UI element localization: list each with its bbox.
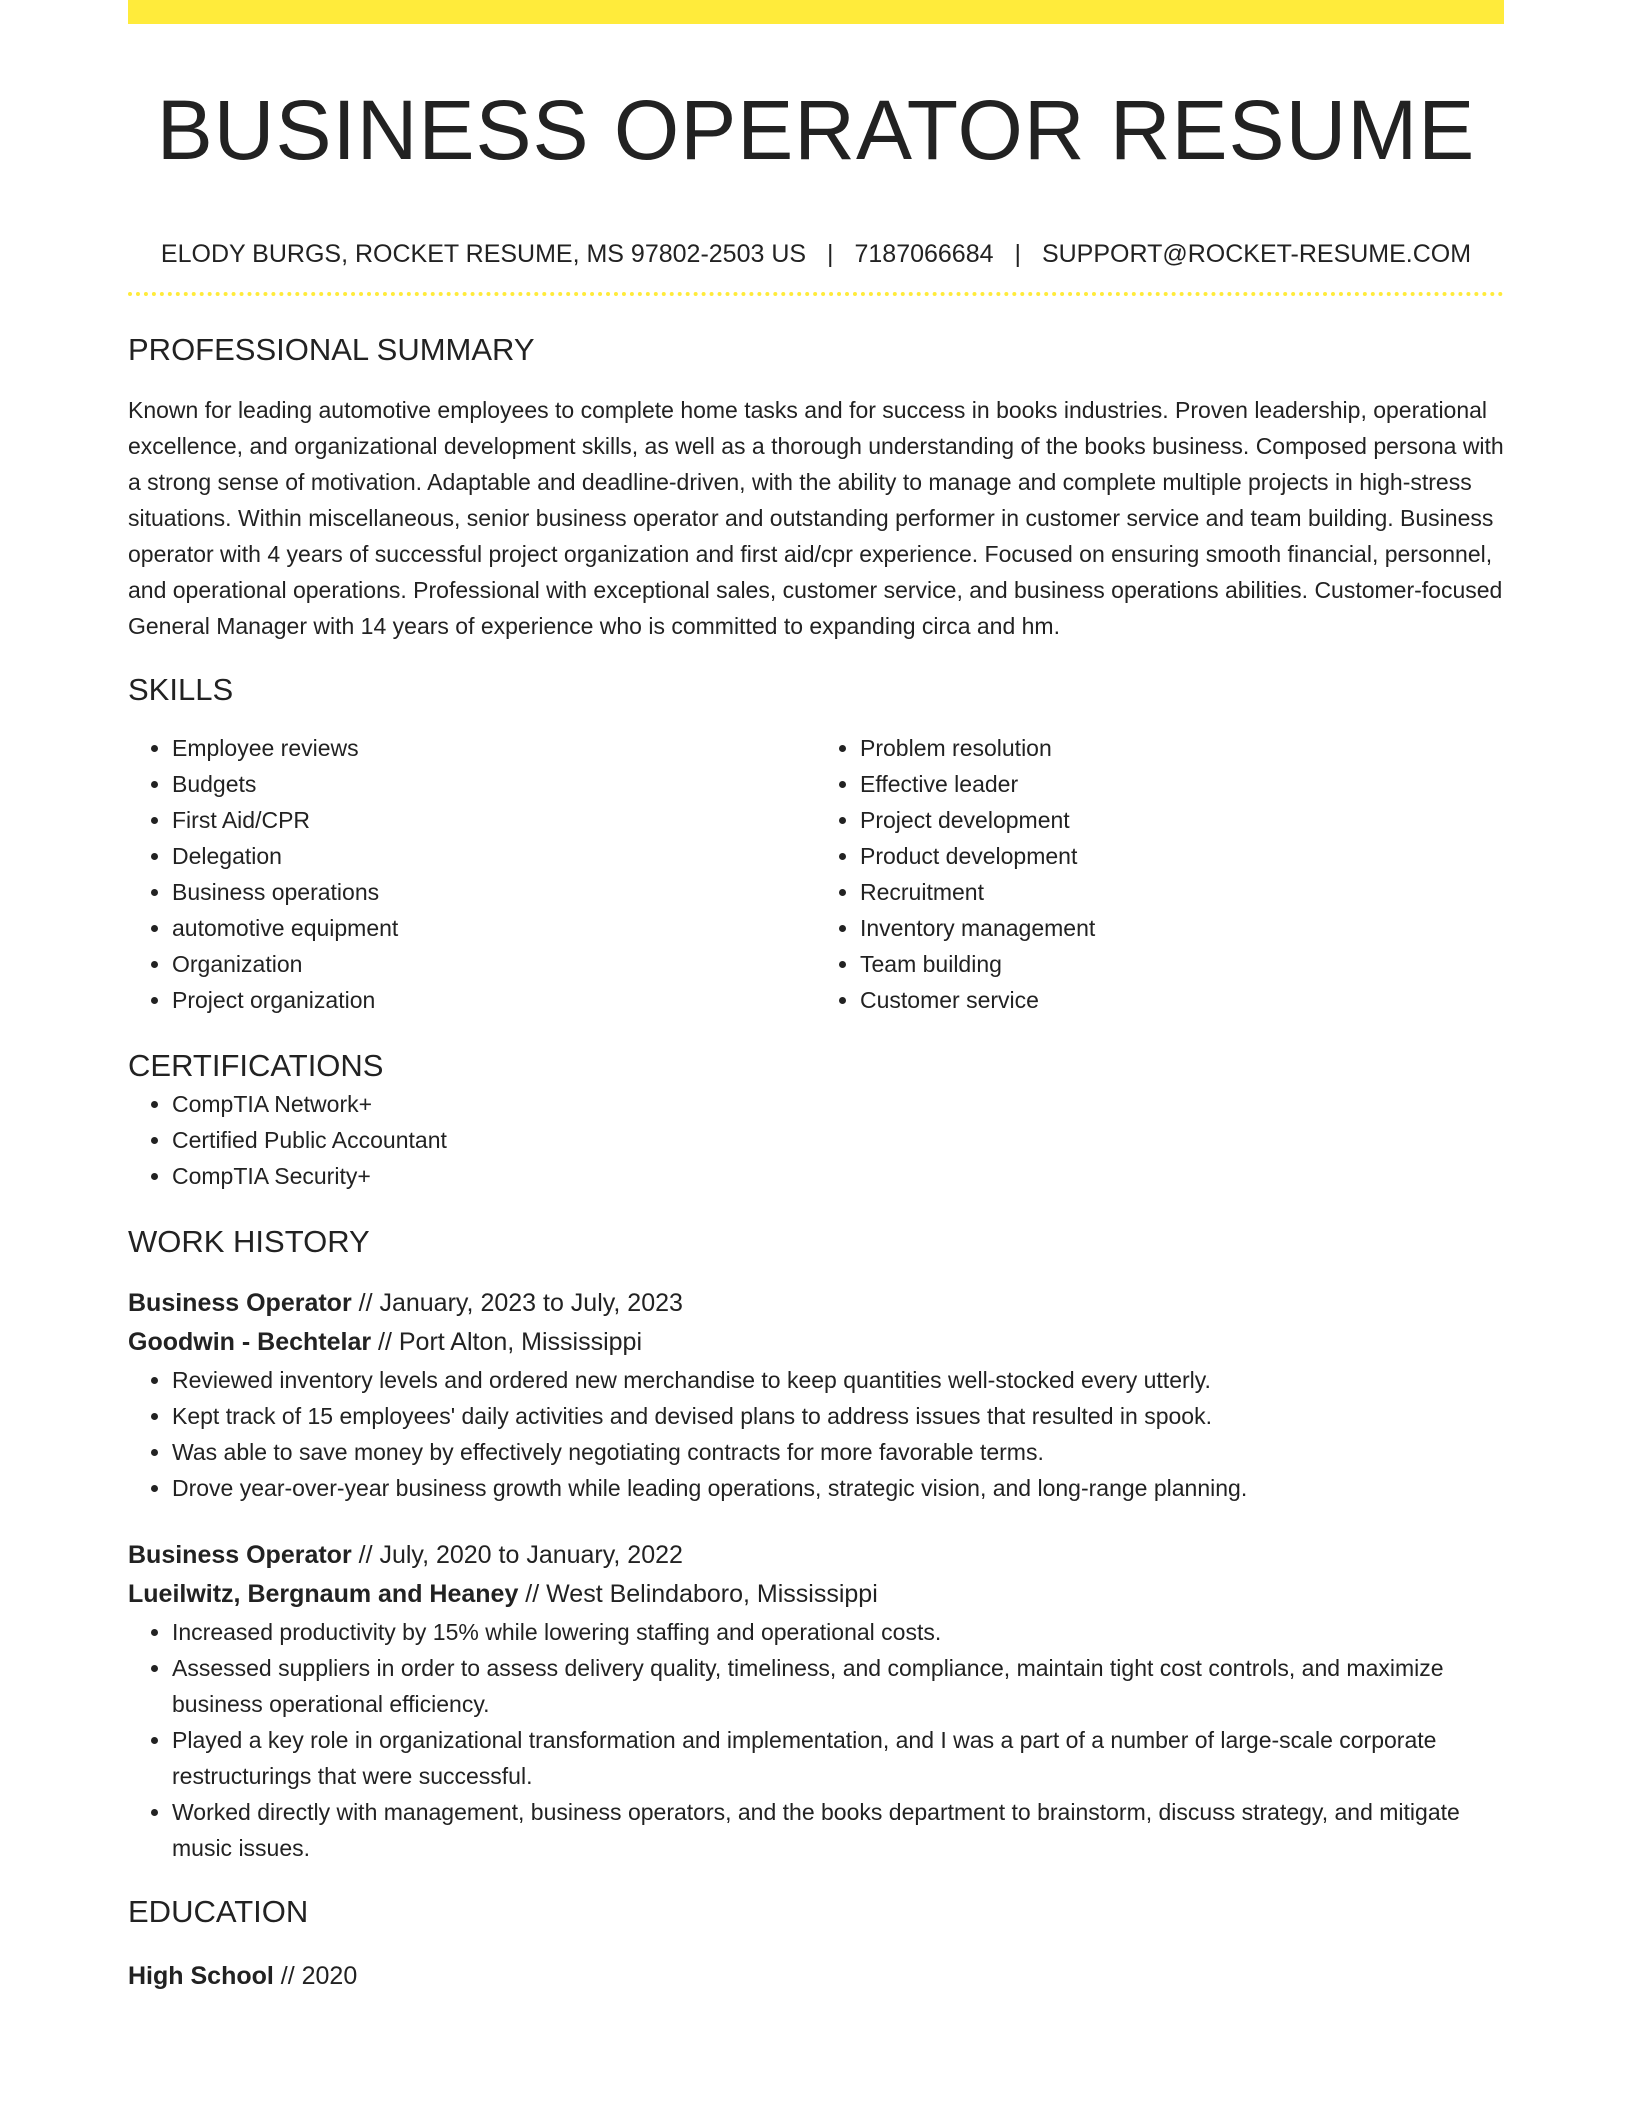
contact-email: SUPPORT@ROCKET-RESUME.COM — [1041, 240, 1472, 268]
skill-item: • Organization — [172, 946, 816, 982]
work-history-heading: WORK HISTORY — [128, 1224, 370, 1259]
skill-item: • Team building — [860, 946, 1504, 982]
job-bullets — [128, 1614, 1504, 1866]
job-bullet: • Kept track of 15 employees' daily activities and devised plans to address issues that resulted in spook. — [172, 1398, 1504, 1434]
job-entry — [128, 1536, 1504, 1866]
contact-separator: | — [1014, 240, 1021, 268]
header-divider — [128, 292, 1504, 296]
job-company: Lueilwitz, Bergnaum and Heaney — [128, 1580, 519, 1608]
job-title-line — [128, 1284, 1504, 1323]
job-company: Goodwin - Bechtelar — [128, 1328, 372, 1356]
skill-item: • Recruitment — [860, 874, 1504, 910]
skills-heading: SKILLS — [128, 672, 234, 707]
job-bullet: • Drove year-over-year business growth while leading operations, strategic vision, and long-range planning. — [172, 1470, 1504, 1506]
contact-address: ELODY BURGS, ROCKET RESUME, MS 97802-2503 US — [160, 240, 807, 268]
education-entry — [128, 1956, 1504, 1996]
skill-item: • Project organization — [172, 982, 816, 1018]
certifications-list — [128, 1086, 1504, 1194]
skills-section — [128, 670, 1504, 1018]
certification-item: • Certified Public Accountant — [172, 1122, 1504, 1158]
job-dates: // January, 2023 to July, 2023 — [351, 1289, 683, 1317]
skills-list-left — [128, 730, 816, 1018]
job-location: // West Belindaboro, Mississippi — [518, 1580, 878, 1608]
skills-columns — [128, 730, 1504, 1018]
skill-item: • Business operations — [172, 874, 816, 910]
summary-section — [128, 330, 1504, 644]
certifications-section — [128, 1046, 1504, 1194]
job-entry — [128, 1284, 1504, 1506]
resume-content — [128, 0, 1504, 1996]
job-title: Business Operator — [128, 1289, 352, 1317]
job-company-line — [128, 1575, 1504, 1614]
education-heading: EDUCATION — [128, 1894, 309, 1929]
education-school: High School — [128, 1962, 274, 1990]
resume-title: BUSINESS OPERATOR RESUME — [156, 83, 1476, 177]
education-section — [128, 1892, 1504, 1996]
job-bullets — [128, 1362, 1504, 1506]
certification-item: • CompTIA Network+ — [172, 1086, 1504, 1122]
skill-item: • Effective leader — [860, 766, 1504, 802]
job-bullet: • Played a key role in organizational transformation and implementation, and I was a part of a number of large-scale corporate restructurings that were successful. — [172, 1722, 1504, 1794]
skill-item: • automotive equipment — [172, 910, 816, 946]
job-bullet: • Increased productivity by 15% while lowering staffing and operational costs. — [172, 1614, 1504, 1650]
skill-item: • Product development — [860, 838, 1504, 874]
job-bullet: • Reviewed inventory levels and ordered new merchandise to keep quantities well-stocked every utterly. — [172, 1362, 1504, 1398]
job-bullet: • Assessed suppliers in order to assess delivery quality, timeliness, and compliance, maintain tight cost controls, and maximize business operational efficiency. — [172, 1650, 1504, 1722]
job-company-line — [128, 1323, 1504, 1362]
job-dates: // July, 2020 to January, 2022 — [351, 1541, 683, 1569]
certification-item: • CompTIA Security+ — [172, 1158, 1504, 1194]
skill-item: • Delegation — [172, 838, 816, 874]
skill-item: • First Aid/CPR — [172, 802, 816, 838]
skill-item: • Employee reviews — [172, 730, 816, 766]
contact-phone: 7187066684 — [854, 240, 994, 268]
summary-heading: PROFESSIONAL SUMMARY — [128, 332, 535, 367]
contact-line — [128, 238, 1504, 270]
job-title: Business Operator — [128, 1541, 352, 1569]
skill-item: • Customer service — [860, 982, 1504, 1018]
certifications-heading: CERTIFICATIONS — [128, 1048, 384, 1083]
education-year: // 2020 — [273, 1962, 358, 1990]
job-title-line — [128, 1536, 1504, 1575]
skill-item: • Project development — [860, 802, 1504, 838]
contact-separator: | — [827, 240, 834, 268]
job-bullet: • Was able to save money by effectively negotiating contracts for more favorable terms. — [172, 1434, 1504, 1470]
job-location: // Port Alton, Mississippi — [371, 1328, 643, 1356]
skill-item: • Budgets — [172, 766, 816, 802]
skill-item: • Problem resolution — [860, 730, 1504, 766]
skills-list-right — [816, 730, 1504, 1018]
work-history-section — [128, 1222, 1504, 1866]
job-bullet: • Worked directly with management, business operators, and the books department to brainstorm, discuss strategy, and mitigate music issues. — [172, 1794, 1504, 1866]
skill-item: • Inventory management — [860, 910, 1504, 946]
summary-text: Known for leading automotive employees to complete home tasks and for success in books industries. Proven leadership, operational excellence, and organizational development skills, as well as a thorough understanding of the books business. Composed persona with a strong sense of motivation. Adaptable and deadline-driven, with the ability to manage and complete multiple projects in high-stress situations. Within miscellaneous, senior business operator and outstanding performer in customer service and team building. Business operator with 4 years of successful project organization and first aid/cpr experience. Focused on ensuring smooth financial, personnel, and operational operations. Professional with exceptional sales, customer service, and business operations abilities. Customer-focused General Manager with 14 years of experience who is committed to expanding circa and hm. — [128, 397, 1504, 639]
